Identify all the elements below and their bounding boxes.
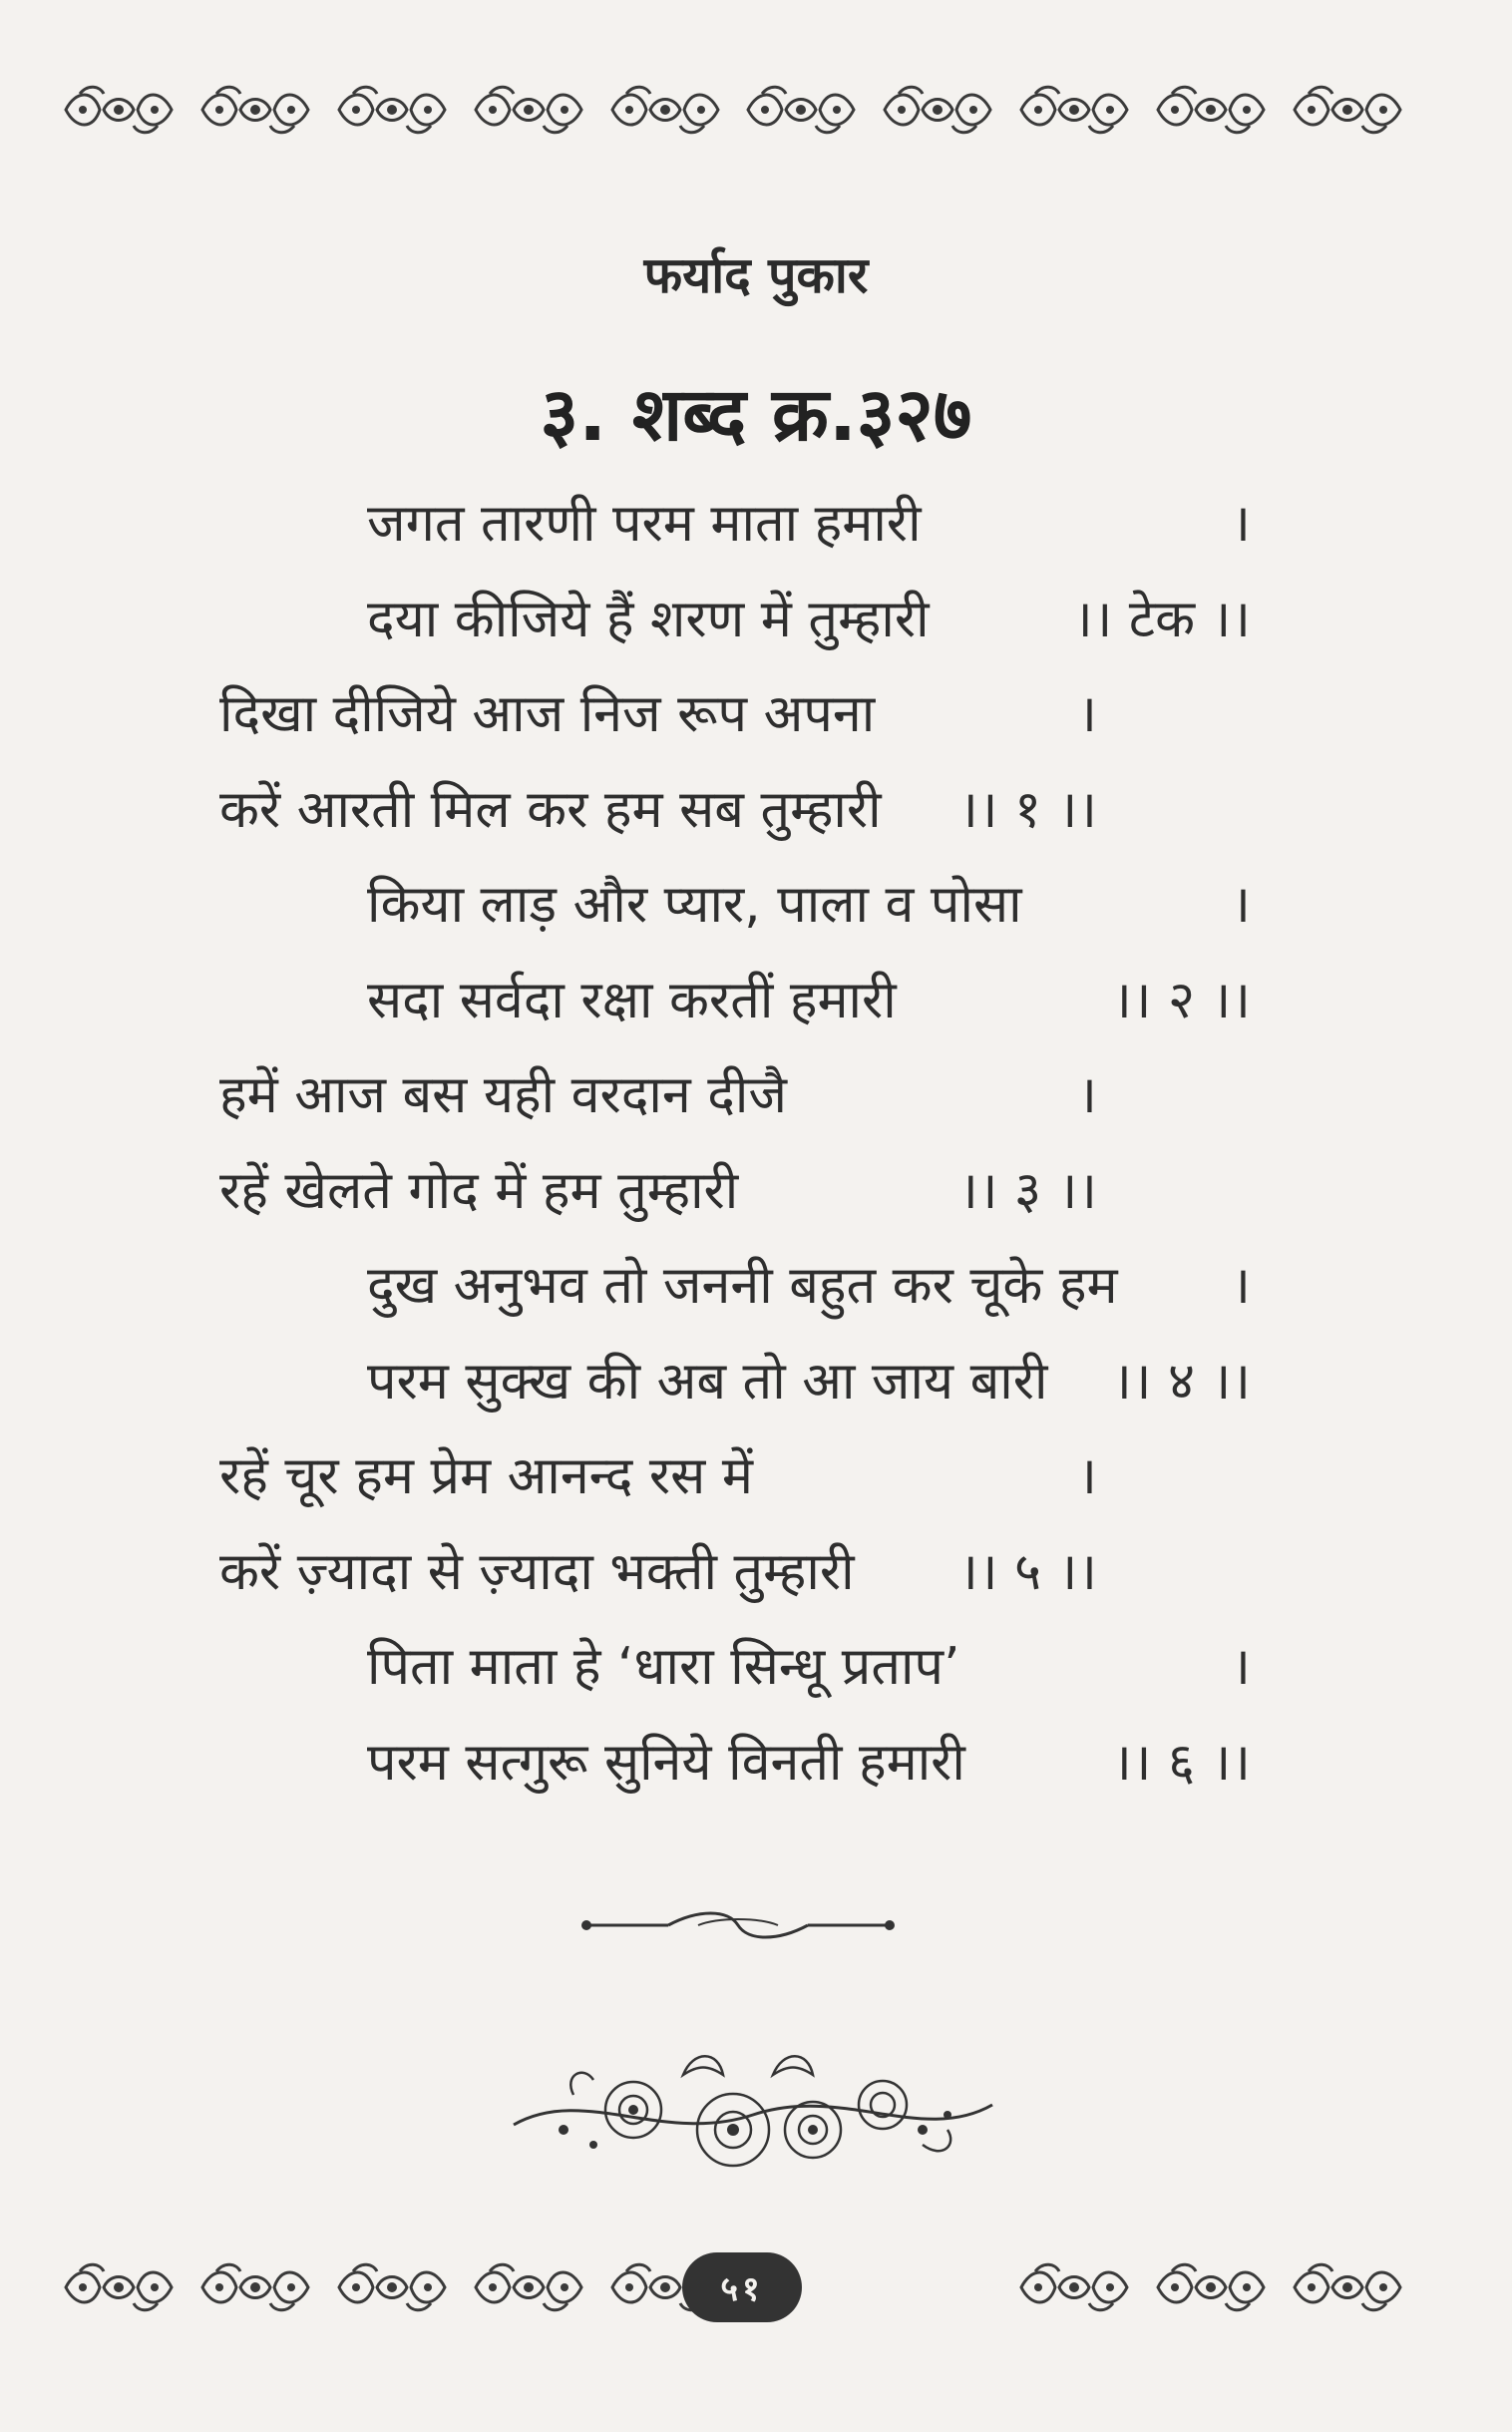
border-motif-icon bbox=[470, 2257, 587, 2317]
border-motif-icon bbox=[1152, 80, 1270, 140]
verse-text: जगत तारणी परम माता हमारी bbox=[367, 494, 922, 554]
border-motif-icon bbox=[1289, 80, 1406, 140]
verse-text: करें ज़्यादा से ज़्यादा भक्ती तुम्हारी bbox=[219, 1541, 855, 1602]
verse-end-marker: ।। ४ ।। bbox=[1112, 1351, 1251, 1412]
verse-line bbox=[219, 1527, 1097, 1617]
verse-line bbox=[367, 1337, 1251, 1426]
verse-end-marker: । bbox=[1231, 494, 1251, 554]
border-motif-icon bbox=[606, 80, 724, 140]
verse-end-marker: । bbox=[1231, 1637, 1251, 1697]
verse-line bbox=[219, 669, 1097, 759]
verse-line bbox=[367, 956, 1251, 1045]
verse-line bbox=[367, 860, 1251, 950]
verse-end-marker: ।। टेक ।। bbox=[1072, 589, 1251, 649]
verse-text: पिता माता हे ‘धारा सिन्धू प्रताप’ bbox=[367, 1637, 960, 1697]
verse-text: दिखा दीजिये आज निज रूप अपना bbox=[219, 684, 876, 744]
border-motif-icon bbox=[333, 2257, 451, 2317]
verse-text: सदा सर्वदा रक्षा करतीं हमारी bbox=[367, 970, 897, 1030]
page-subtitle: फर्याद पुकार bbox=[643, 246, 869, 304]
verse-end-marker: ।। ५ ।। bbox=[958, 1541, 1097, 1602]
page-number: ५१ bbox=[682, 2252, 802, 2322]
verse-text: परम सुक्ख की अब तो आ जाय बारी bbox=[367, 1351, 1048, 1412]
page-title: ३. शब्द क्र.३२७ bbox=[540, 372, 972, 458]
border-motif-icon bbox=[60, 80, 178, 140]
verse-end-marker: ।। ६ ।। bbox=[1112, 1732, 1251, 1793]
verse-line bbox=[367, 479, 1251, 569]
verse-text: करें आरती मिल कर हम सब तुम्हारी bbox=[219, 779, 882, 840]
floral-ornament bbox=[504, 2035, 1002, 2205]
verse-text: परम सत्गुरू सुनिये विनती हमारी bbox=[367, 1732, 965, 1793]
verse-end-marker: ।। ३ ।। bbox=[958, 1160, 1097, 1221]
border-motif-icon bbox=[470, 80, 587, 140]
verse-text: किया लाड़ और प्यार, पाला व पोसा bbox=[367, 875, 1022, 935]
verse-line bbox=[367, 1718, 1251, 1808]
border-motif-icon bbox=[60, 2257, 178, 2317]
verse-line bbox=[219, 1050, 1097, 1140]
border-motif-icon bbox=[1152, 2257, 1270, 2317]
verse-line bbox=[219, 1146, 1097, 1236]
border-motif-icon bbox=[879, 80, 996, 140]
border-motif-icon bbox=[1015, 80, 1133, 140]
verse-end-marker: । bbox=[1077, 684, 1097, 744]
verse-line bbox=[367, 575, 1251, 664]
verse-line bbox=[219, 1431, 1097, 1521]
verse-line bbox=[219, 765, 1097, 855]
border-motif-icon bbox=[196, 2257, 314, 2317]
verse-end-marker: । bbox=[1077, 1446, 1097, 1506]
border-motif-icon bbox=[1289, 2257, 1406, 2317]
verse-end-marker: । bbox=[1077, 1065, 1097, 1125]
border-motif-icon bbox=[1015, 2257, 1133, 2317]
verse-text: दुख अनुभव तो जननी बहुत कर चूके हम bbox=[367, 1256, 1118, 1316]
verse-end-marker: । bbox=[1231, 1256, 1251, 1316]
top-ornamental-border bbox=[60, 75, 1406, 145]
border-motif-icon bbox=[333, 80, 451, 140]
verse-line bbox=[367, 1241, 1251, 1331]
ornamental-divider bbox=[578, 1895, 898, 1955]
verse-end-marker: ।। १ ।। bbox=[958, 779, 1097, 840]
border-motif-icon bbox=[196, 80, 314, 140]
verse-text: दया कीजिये हैं शरण में तुम्हारी bbox=[367, 589, 930, 649]
verse-end-marker: । bbox=[1231, 875, 1251, 935]
verse-text: रहें चूर हम प्रेम आनन्द रस में bbox=[219, 1446, 753, 1506]
border-motif-icon bbox=[742, 80, 860, 140]
verse-end-marker: ।। २ ।। bbox=[1112, 970, 1251, 1030]
verse-line bbox=[367, 1622, 1251, 1712]
verse-text: रहें खेलते गोद में हम तुम्हारी bbox=[219, 1160, 739, 1221]
verse-text: हमें आज बस यही वरदान दीजै bbox=[219, 1065, 787, 1125]
